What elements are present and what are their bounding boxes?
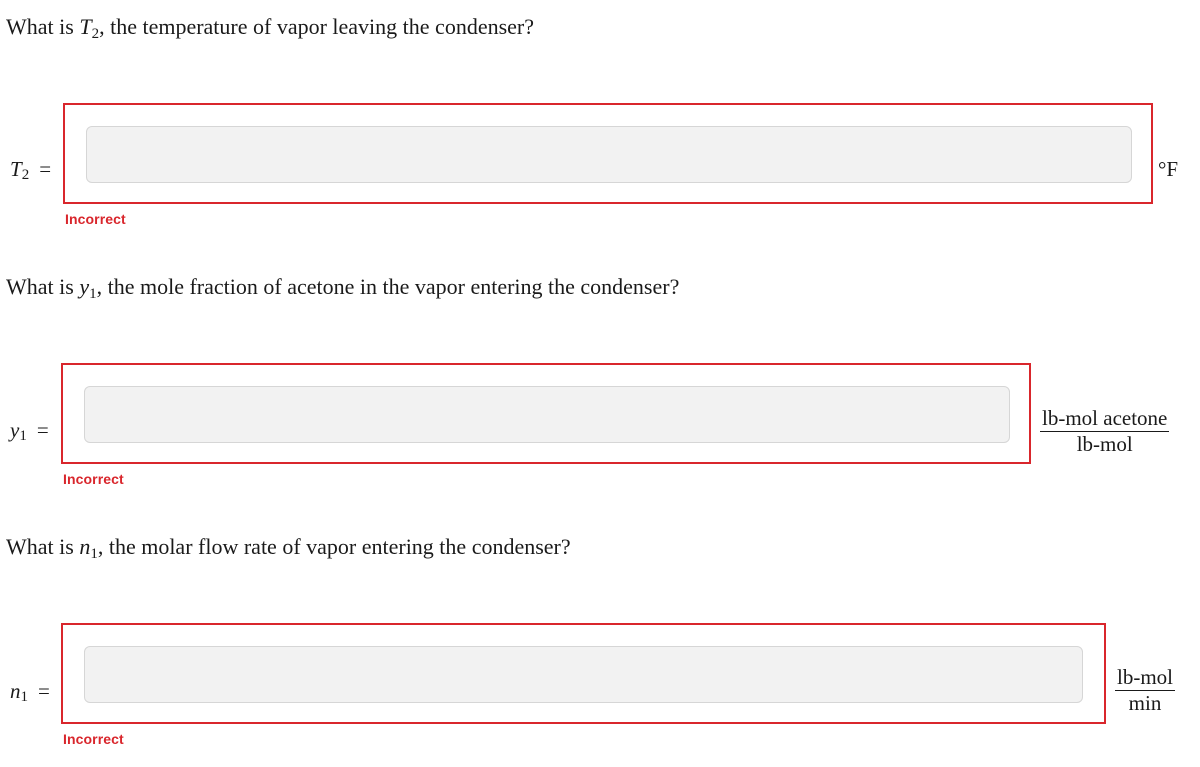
question-2-prefix: What is xyxy=(6,274,80,299)
question-2-variable: $y_1$ xyxy=(79,274,97,302)
question-2-unit-numerator: lb-mol acetone xyxy=(1042,406,1168,430)
question-2-unit-denominator: lb-mol xyxy=(1076,432,1133,456)
equals-sign: = xyxy=(39,157,52,181)
equals-sign: = xyxy=(38,679,50,703)
question-2-suffix: , the mole fraction of acetone in the vapor entering the condenser? xyxy=(96,274,680,299)
question-1-suffix: , the temperature of vapor leaving the condenser? xyxy=(99,14,534,39)
question-3-prefix: What is xyxy=(6,534,80,559)
question-3-variable: $n_1$ xyxy=(79,534,98,562)
question-2-feedback: Incorrect xyxy=(63,471,124,487)
question-3-text xyxy=(6,534,571,560)
question-3-feedback: Incorrect xyxy=(63,731,124,747)
question-2-answer-box xyxy=(61,363,1031,464)
question-3-answer-box xyxy=(61,623,1106,724)
equals-sign: = xyxy=(36,418,49,442)
question-3-label xyxy=(10,679,50,703)
question-3-unit-numerator: lb-mol xyxy=(1117,665,1173,689)
question-1-answer-input[interactable] xyxy=(86,126,1132,183)
question-3-suffix: , the molar flow rate of vapor entering the condenser? xyxy=(97,534,571,559)
question-2-unit-fraction xyxy=(1040,406,1169,456)
question-1-feedback: Incorrect xyxy=(65,211,126,227)
question-3-label-variable: $n_1$ xyxy=(10,679,28,705)
question-1-variable: $T_2$ xyxy=(79,14,100,42)
question-3-answer-input[interactable] xyxy=(84,646,1083,703)
question-1-text xyxy=(6,14,534,40)
question-1-answer-box xyxy=(63,103,1153,204)
question-3-unit-fraction xyxy=(1115,665,1175,715)
question-1-prefix: What is xyxy=(6,14,80,39)
question-3-unit-denominator: min xyxy=(1128,691,1162,715)
question-2-text xyxy=(6,274,679,300)
question-1-label xyxy=(10,157,51,181)
question-2-answer-input[interactable] xyxy=(84,386,1010,443)
question-1-unit: °F xyxy=(1158,157,1179,181)
question-1-label-variable: $T_2$ xyxy=(10,157,30,183)
question-2-label-variable: $y_1$ xyxy=(10,418,27,444)
question-2-label xyxy=(10,418,49,442)
